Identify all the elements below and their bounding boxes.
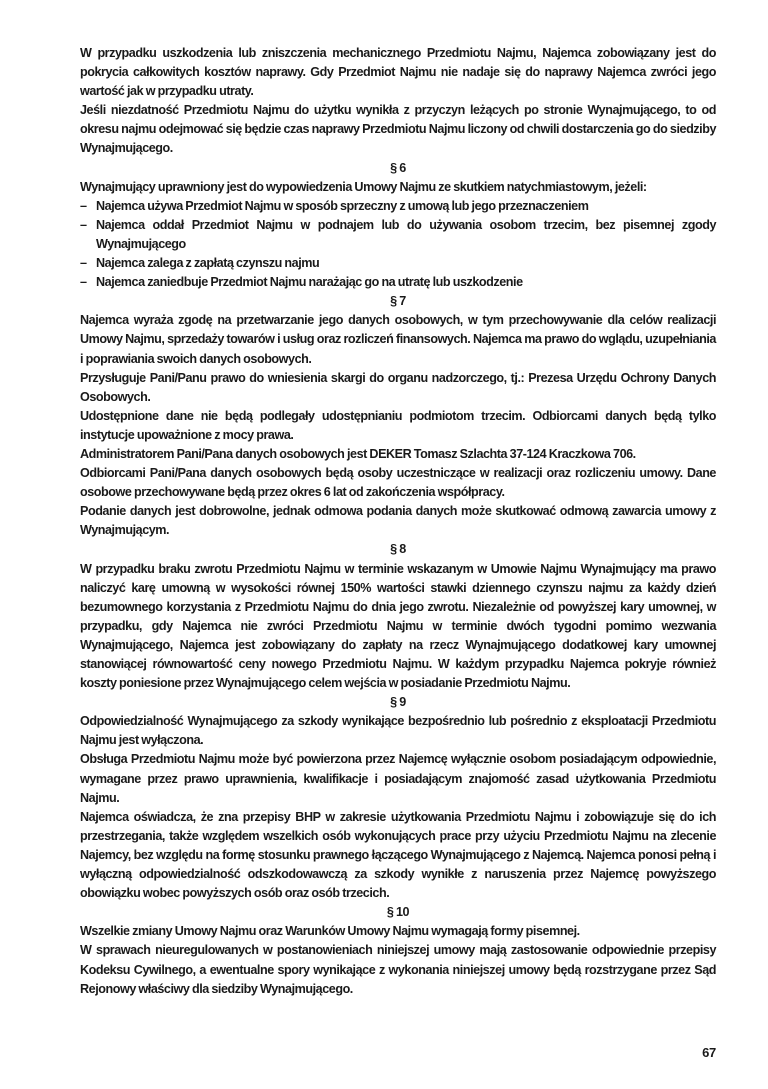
list-item: – Najemca oddał Przedmiot Najmu w podnajem lub do używania osobom trzecim, bez pisemnej zgody Wynajmującego — [80, 216, 716, 254]
paragraph: Przysługuje Pani/Panu prawo do wniesienia skargi do organu nadzorczego, tj.: Prezesa Urzędu Ochrony Danych Osobowych. — [80, 370, 716, 404]
paragraph: Udostępnione dane nie będą podlegały udostępnianiu podmiotom trzecim. Odbiorcami danych będą tylko instytucje upoważnione z mocy prawa. — [80, 408, 716, 442]
list-item: – Najemca zaniedbuje Przedmiot Najmu narażając go na utratę lub uszkodzenie — [80, 273, 716, 292]
section-heading-9: § 9 — [390, 695, 406, 710]
paragraph: W sprawach nieuregulowanych w postanowieniach niniejszej umowy mają zastosowanie odpowiednie przepisy Kodeksu Cywilnego, a ewentualne spory wynikające z wykonania niniejszej umowy będą rozstrzygane przez Sąd Rejonowy właściwy dla siedziby Wynajmującego. — [80, 943, 716, 996]
section-heading-7: § 7 — [390, 294, 406, 309]
paragraph: Jeśli niezdatność Przedmiotu Najmu do użytku wynikła z przyczyn leżących po stronie Wynajmującego, to od okresu najmu odejmować się będzie czas naprawy Przedmiotu Najmu liczony od chwili dostarczenia go do siedziby Wynajmującego. — [80, 103, 716, 156]
paragraph: Najemca wyraża zgodę na przetwarzanie jego danych osobowych, w tym przechowywanie dla celów realizacji Umowy Najmu, sprzedaży towarów i usług oraz rozliczeń finansowych. Najemca ma prawo do wglądu, uzupełniania i poprawiania swoich danych osobowych. — [80, 313, 716, 366]
paragraph: Obsługa Przedmiotu Najmu może być powierzona przez Najemcę wyłącznie osobom posiadającym odpowiednie, wymagane przez prawo uprawnienia, kwalifikacje i posiadającym znajomość zasad użytkowania Przedmiotu Najmu. — [80, 752, 716, 805]
termination-conditions-list — [80, 197, 716, 292]
page-number: 67 — [702, 1045, 716, 1060]
paragraph: Odpowiedzialność Wynajmującego za szkody wynikające bezpośrednio lub pośrednio z eksploatacji Przedmiotu Najmu jest wyłączona. — [80, 714, 716, 748]
paragraph: Wszelkie zmiany Umowy Najmu oraz Warunków Umowy Najmu wymagają formy pisemnej. — [80, 924, 580, 939]
document-body — [80, 44, 716, 999]
list-item: – Najemca używa Przedmiot Najmu w sposób sprzeczny z umową lub jego przeznaczeniem — [80, 197, 716, 216]
paragraph: W przypadku braku zwrotu Przedmiotu Najmu w terminie wskazanym w Umowie Najmu Wynajmujący ma prawo naliczyć karę umowną w wysokości równej 150% wartości stawki dziennego czynszu najmu za każdy dzień bezumownego korzystania z Przedmiotu Najmu do dnia jego zwrotu. Niezależnie od powyższej kary umownej, w przypadku, gdy Najemca nie zwróci Przedmiotu Najmu w terminie dwóch tygodni pomimo wezwania Wynajmującego, Najemca jest zobowiązany do zapłaty na rzecz Wynajmującego dodatkowej kary umownej stanowiącej równowartość ceny nowego Przedmiotu Najmu. W każdym przypadku Najemca pokryje również koszty poniesione przez Wynajmującego celem wejścia w posiadanie Przedmiotu Najmu. — [80, 561, 716, 691]
list-item: – Najemca zalega z zapłatą czynszu najmu — [80, 254, 716, 273]
section-heading-10: § 10 — [386, 905, 410, 920]
section-heading-6: § 6 — [390, 160, 406, 175]
paragraph: Najemca oświadcza, że zna przepisy BHP w zakresie użytkowania Przedmiotu Najmu i zobowiązuje się do ich przestrzegania, także względem wszelkich osób wykonujących prace przy użyciu Przedmiotu Najmu na zlecenie Najemcy, bez względu na formę stosunku prawnego łączącego Wynajmującego z Najemcą. Najemca ponosi pełną i wyłączną odpowiedzialność odszkodowawczą za szkody wynikłe z naruszenia przez Najemcę powyższego obowiązku wobec powyższych osób oraz osób trzecich. — [80, 809, 716, 901]
paragraph: W przypadku uszkodzenia lub zniszczenia mechanicznego Przedmiotu Najmu, Najemca zobowiązany jest do pokrycia całkowitych kosztów naprawy. Gdy Przedmiot Najmu nie nadaje się do naprawy Najemca zwróci jego wartość jak w przypadku utraty. — [80, 46, 716, 99]
paragraph: Wynajmujący uprawniony jest do wypowiedzenia Umowy Najmu ze skutkiem natychmiastowym, jeżeli: — [80, 179, 647, 194]
paragraph: Odbiorcami Pani/Pana danych osobowych będą osoby uczestniczące w realizacji oraz rozliczeniu umowy. Dane osobowe przechowywane będą przez okres 6 lat od zakończenia współpracy. — [80, 466, 716, 500]
section-heading-8: § 8 — [390, 542, 406, 557]
paragraph: Administratorem Pani/Pana danych osobowych jest DEKER Tomasz Szlachta 37-124 Kraczkowa 706. — [80, 446, 636, 461]
paragraph: Podanie danych jest dobrowolne, jednak odmowa podania danych może skutkować odmową zawarcia umowy z Wynajmującym. — [80, 504, 716, 538]
